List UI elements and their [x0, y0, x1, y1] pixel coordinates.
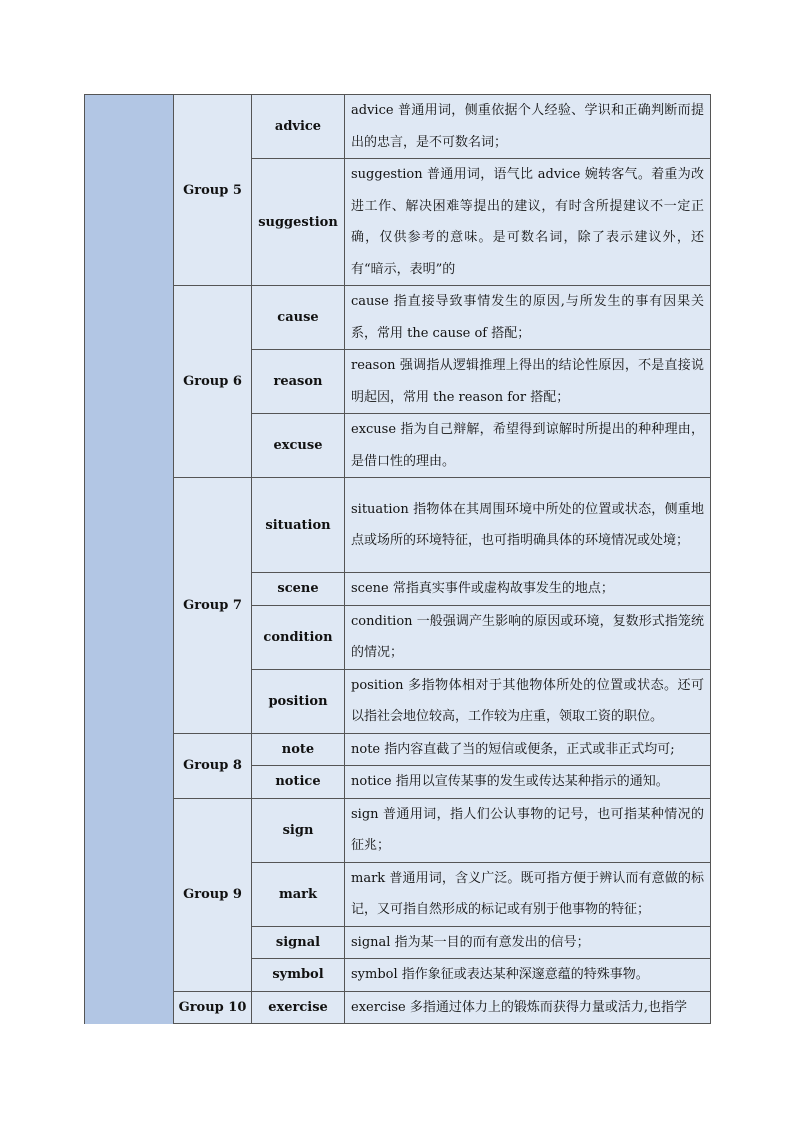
word-cell: suggestion — [252, 159, 345, 286]
word-cell: condition — [252, 605, 345, 669]
table-row — [85, 798, 711, 862]
definition-cell: position 多指物体相对于其他物体所处的位置或状态。还可以指社会地位较高，工作较为庄重，领取工资的职位。 — [345, 669, 711, 733]
table-row — [85, 991, 711, 1024]
side-band — [85, 95, 174, 1024]
definition-cell: situation 指物体在其周围环境中所处的位置或状态，侧重地点或场所的环境特征，也可指明确具体的环境情况或处境； — [345, 478, 711, 573]
word-cell: reason — [252, 350, 345, 414]
definition-cell: exercise 多指通过体力上的锻炼而获得力量或活力,也指学 — [345, 991, 711, 1024]
definition-cell: advice 普通用词，侧重依据个人经验、学识和正确判断而提出的忠言，是不可数名词； — [345, 95, 711, 159]
word-cell: mark — [252, 862, 345, 926]
definition-cell: reason 强调指从逻辑推理上得出的结论性原因，不是直接说明起因，常用 the reason for 搭配； — [345, 350, 711, 414]
group-label: Group 5 — [174, 95, 252, 286]
definition-cell: condition 一般强调产生影响的原因或环境，复数形式指笼统的情况； — [345, 605, 711, 669]
word-cell: notice — [252, 766, 345, 799]
table-row — [85, 286, 711, 350]
definition-cell: note 指内容直截了当的短信或便条，正式或非正式均可; — [345, 733, 711, 766]
word-cell: advice — [252, 95, 345, 159]
definition-cell: cause 指直接导致事情发生的原因,与所发生的事有因果关系，常用 the cause of 搭配； — [345, 286, 711, 350]
table-row — [85, 733, 711, 766]
word-cell: signal — [252, 926, 345, 959]
group-label: Group 10 — [174, 991, 252, 1024]
word-cell: scene — [252, 573, 345, 606]
table-row — [85, 95, 711, 159]
word-cell: excuse — [252, 414, 345, 478]
definition-cell: symbol 指作象征或表达某种深邃意蕴的特殊事物。 — [345, 959, 711, 992]
word-cell: cause — [252, 286, 345, 350]
table-row — [85, 478, 711, 573]
definition-cell: scene 常指真实事件或虚构故事发生的地点； — [345, 573, 711, 606]
word-cell: note — [252, 733, 345, 766]
definition-cell: sign 普通用词，指人们公认事物的记号，也可指某种情况的征兆； — [345, 798, 711, 862]
word-cell: position — [252, 669, 345, 733]
definition-cell: mark 普通用词，含义广泛。既可指方便于辨认而有意做的标记，又可指自然形成的标记或有别于他事物的特征； — [345, 862, 711, 926]
group-label: Group 6 — [174, 286, 252, 478]
definition-cell: excuse 指为自己辩解，希望得到谅解时所提出的种种理由，是借口性的理由。 — [345, 414, 711, 478]
group-label: Group 8 — [174, 733, 252, 798]
vocabulary-table — [84, 94, 711, 1024]
group-label: Group 9 — [174, 798, 252, 991]
definition-cell: suggestion 普通用词，语气比 advice 婉转客气。着重为改进工作、解决困难等提出的建议，有时含所提建议不一定正确，仅供参考的意味。是可数名词，除了表示建议外，还有“暗示，表明”的 — [345, 159, 711, 286]
word-cell: sign — [252, 798, 345, 862]
definition-cell: notice 指用以宣传某事的发生或传达某种指示的通知。 — [345, 766, 711, 799]
word-cell: situation — [252, 478, 345, 573]
word-cell: symbol — [252, 959, 345, 992]
definition-cell: signal 指为某一目的而有意发出的信号； — [345, 926, 711, 959]
word-cell: exercise — [252, 991, 345, 1024]
group-label: Group 7 — [174, 478, 252, 734]
